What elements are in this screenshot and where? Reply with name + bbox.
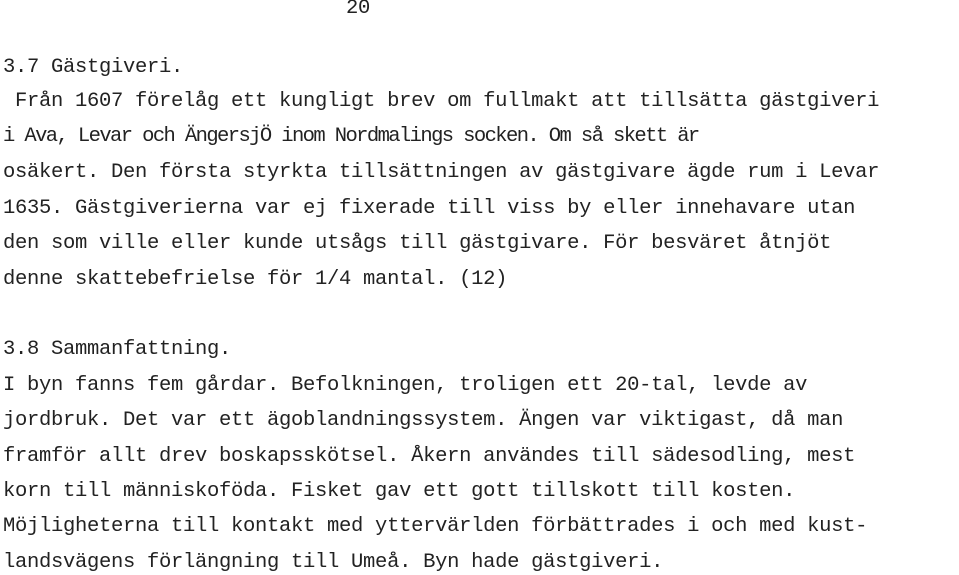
section-heading: 3.7 Gästgiveri. bbox=[3, 56, 184, 79]
paragraph-line: Möjligheterna till kontakt med yttervärlden förbättrades i och med kust- bbox=[3, 515, 868, 538]
paragraph-line: I byn fanns fem gårdar. Befolkningen, troligen ett 20-tal, levde av bbox=[3, 374, 808, 397]
paragraph-line: osäkert. Den första styrkta tillsättningen av gästgivare ägde rum i Levar bbox=[3, 161, 880, 184]
section-heading: 3.8 Sammanfattning. bbox=[3, 338, 232, 361]
paragraph-line: i Ava, Levar och ÄngersjÖ inom Nordmalings socken. Om så skett är bbox=[3, 125, 699, 148]
paragraph-line: 1635. Gästgiverierna var ej fixerade till viss by eller innehavare utan bbox=[3, 197, 856, 220]
paragraph-line: framför allt drev boskapsskötsel. Åkern användes till sädesodling, mest bbox=[3, 445, 856, 468]
paragraph-line: jordbruk. Det var ett ägoblandningssystem. Ängen var viktigast, då man bbox=[3, 409, 844, 432]
paragraph-line: landsvägens förlängning till Umeå. Byn hade gästgiveri. bbox=[3, 551, 664, 574]
page-number: 20 bbox=[346, 0, 371, 20]
paragraph-line: korn till människoföda. Fisket gav ett gott tillskott till kosten. bbox=[3, 480, 796, 503]
paragraph-line: den som ville eller kunde utsågs till gästgivare. För besväret åtnjöt bbox=[3, 232, 832, 255]
paragraph-line: Från 1607 förelåg ett kungligt brev om fullmakt att tillsätta gästgiveri bbox=[3, 90, 880, 113]
paragraph-line: denne skattebefrielse för 1/4 mantal. (12) bbox=[3, 268, 508, 291]
